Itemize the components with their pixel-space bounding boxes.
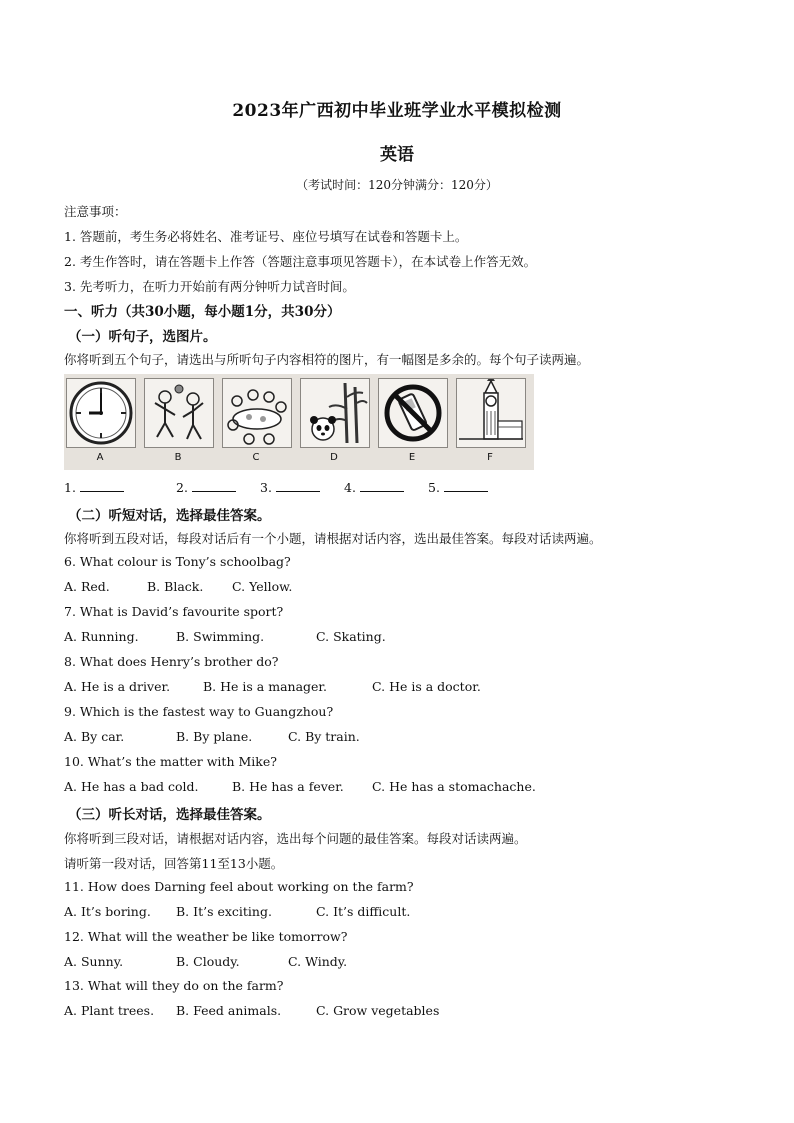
option-a[interactable]: A. He has a bad cold.: [64, 779, 199, 794]
family-dinner-icon: [222, 378, 292, 448]
option-c[interactable]: C. It’s difficult.: [316, 904, 411, 919]
option-b[interactable]: B. He is a manager.: [203, 679, 327, 694]
question-6: 6. What colour is Tony’s schoolbag?: [64, 554, 291, 569]
option-c[interactable]: C. Windy.: [288, 954, 348, 969]
exam-title: 2023年广西初中毕业班学业水平模拟检测: [232, 101, 562, 121]
sec3-heading: （三）听长对话，选择最佳答案。: [68, 807, 271, 823]
sec3-sub-instruction: 请听第一段对话，回答第11至13小题。: [64, 856, 284, 871]
blank-number: 5.: [428, 480, 440, 495]
sec2-instruction: 你将听到五段对话，每段对话后有一个小题，请根据对话内容，选出最佳答案。每段对话读两遍。: [64, 531, 602, 546]
subject-title: 英语: [380, 145, 414, 165]
clock-icon: [66, 378, 136, 448]
option-a[interactable]: A. It’s boring.: [64, 904, 151, 919]
picture-label: A: [96, 452, 104, 463]
option-c[interactable]: C. Yellow.: [232, 579, 293, 594]
notes-heading: 注意事项：: [64, 204, 127, 219]
panda-bamboo-icon: [300, 378, 370, 448]
option-a[interactable]: A. Sunny.: [64, 954, 124, 969]
answer-blank-5[interactable]: [428, 480, 488, 495]
option-b[interactable]: B. Black.: [147, 579, 204, 594]
option-b[interactable]: B. It’s exciting.: [176, 904, 272, 919]
option-c[interactable]: C. He has a stomachache.: [372, 779, 536, 794]
option-c[interactable]: C. Skating.: [316, 629, 386, 644]
note-item: 3. 先考听力，在听力开始前有两分钟听力试音时间。: [64, 279, 355, 294]
big-ben-icon: [456, 378, 526, 448]
sec3-instruction: 你将听到三段对话，请根据对话内容，选出每个问题的最佳答案。每段对话读两遍。: [64, 831, 527, 846]
question-13: 13. What will they do on the farm?: [64, 978, 284, 993]
sec2-heading: （二）听短对话，选择最佳答案。: [68, 508, 271, 524]
picture-strip: [64, 374, 534, 470]
blank-number: 2.: [176, 480, 188, 495]
answer-blank-1[interactable]: [64, 480, 124, 495]
option-b[interactable]: B. By plane.: [176, 729, 253, 744]
picture-label: D: [330, 452, 338, 463]
picture-label: C: [252, 452, 260, 463]
exam-time-info: （考试时间：120分钟满分：120分）: [296, 178, 498, 192]
answer-blank-4[interactable]: [344, 480, 404, 495]
option-b[interactable]: B. Swimming.: [176, 629, 265, 644]
blank-number: 3.: [260, 480, 272, 495]
answer-blank-3[interactable]: [260, 480, 320, 495]
option-a[interactable]: A. Red.: [64, 579, 110, 594]
kids-playing-icon: [144, 378, 214, 448]
question-8: 8. What does Henry’s brother do?: [64, 654, 279, 669]
question-7: 7. What is David’s favourite sport?: [64, 604, 284, 619]
part1-heading: 一、听力（共30小题，每小题1分，共30分）: [64, 304, 341, 320]
option-b[interactable]: B. He has a fever.: [232, 779, 344, 794]
picture-label: F: [487, 452, 493, 463]
answer-blank-2[interactable]: [176, 480, 236, 495]
note-item: 1. 答题前，考生务必将姓名、准考证号、座位号填写在试卷和答题卡上。: [64, 229, 468, 244]
option-b[interactable]: B. Feed animals.: [176, 1003, 282, 1018]
option-a[interactable]: A. Plant trees.: [64, 1003, 155, 1018]
note-item: 2. 考生作答时，请在答题卡上作答（答题注意事项见答题卡），在本试卷上作答无效。: [64, 254, 537, 269]
sec1-heading: （一）听句子，选图片。: [68, 329, 217, 345]
sec1-instruction: 你将听到五个句子，请选出与所听句子内容相符的图片，有一幅图是多余的。每个句子读两遍。: [64, 352, 590, 367]
picture-label: B: [174, 452, 182, 463]
blank-number: 4.: [344, 480, 356, 495]
question-9: 9. Which is the fastest way to Guangzhou?: [64, 704, 334, 719]
question-11: 11. How does Darning feel about working on the farm?: [64, 879, 414, 894]
option-c[interactable]: C. Grow vegetables: [316, 1003, 440, 1018]
question-12: 12. What will the weather be like tomorrow?: [64, 929, 348, 944]
picture-label: E: [408, 452, 416, 463]
blank-number: 1.: [64, 480, 76, 495]
option-a[interactable]: A. He is a driver.: [64, 679, 171, 694]
no-phone-icon: [378, 378, 448, 448]
option-b[interactable]: B. Cloudy.: [176, 954, 240, 969]
option-c[interactable]: C. He is a doctor.: [372, 679, 481, 694]
option-a[interactable]: A. By car.: [64, 729, 125, 744]
question-10: 10. What’s the matter with Mike?: [64, 754, 277, 769]
option-c[interactable]: C. By train.: [288, 729, 360, 744]
option-a[interactable]: A. Running.: [64, 629, 139, 644]
